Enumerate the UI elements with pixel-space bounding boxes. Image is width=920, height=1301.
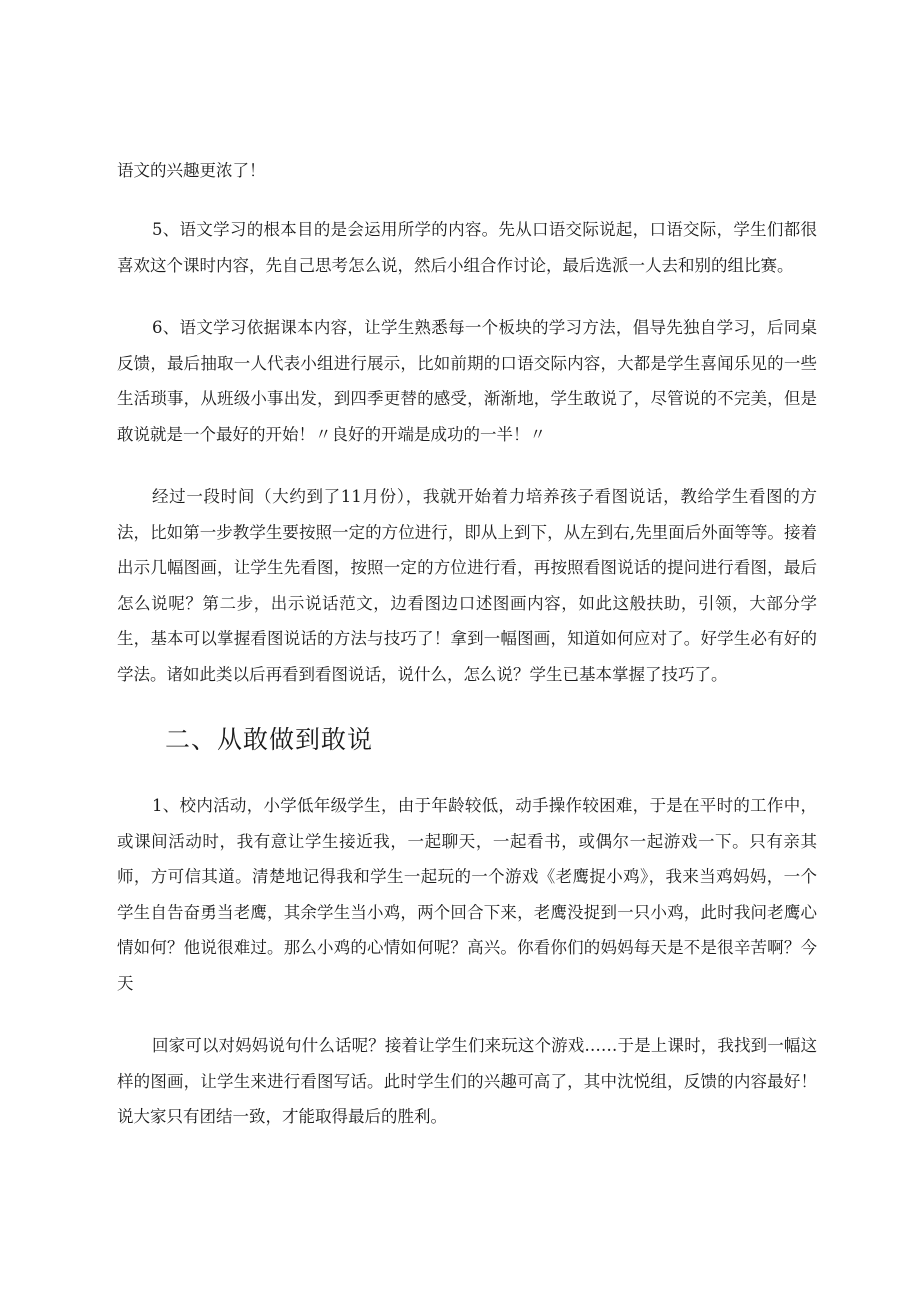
- paragraph-item-1: 1、校内活动，小学低年级学生，由于年龄较低，动手操作较困难，于是在平时的工作中，或课间活动时，我有意让学生接近我，一起聊天，一起看书，或偶尔一起游戏一下。只有亲其师，方可信其道。清楚地记得我和学生一起玩的一个游戏《老鹰捉小鸡》，我来当鸡妈妈，一个学生自告奋勇当老鹰，其余学生当小鸡，两个回合下来，老鹰没捉到一只小鸡，此时我问老鹰心情如何？他说很难过。那么小鸡的心情如何呢？高兴。你看你们的妈妈每天是不是很辛苦啊？今天: [117, 796, 817, 993]
- paragraph-continuation: 语文的兴趣更浓了！: [117, 161, 266, 180]
- paragraph-item-5: 5、语文学习的根本目的是会运用所学的内容。先从口语交际说起，口语交际，学生们都很喜欢这个课时内容，先自己思考怎么说，然后小组合作讨论，最后选派一人去和别的组比赛。: [117, 220, 817, 275]
- section-heading: 二、从敢做到敢说: [165, 725, 374, 754]
- paragraph-picture-talk: 经过一段时间（大约到了11月份），我就开始着力培养孩子看图说话，教给学生看图的方法，比如第一步教学生要按照一定的方位进行，即从上到下，从左到右,先里面后外面等等。接着出示几幅图画，让学生先看图，按照一定的方位进行看，再按照看图说话的提问进行看图，最后怎么说呢？第二步，出示说话范文，边看图边口述图画内容，如此这般扶助，引领，大部分学生，基本可以掌握看图说话的方法与技巧了！拿到一幅图画，知道如何应对了。好学生必有好的学法。诸如此类以后再看到看图说话，说什么，怎么说？学生已基本掌握了技巧了。: [117, 487, 817, 684]
- paragraph-item-6: 6、语文学习依据课本内容，让学生熟悉每一个板块的学习方法，倡导先独自学习，后同桌反馈，最后抽取一人代表小组进行展示，比如前期的口语交际内容，大都是学生喜闻乐见的一些生活琐事，从班级小事出发，到四季更替的感受，渐渐地，学生敢说了，尽管说的不完美，但是敢说就是一个最好的开始！〃良好的开端是成功的一半！〃: [117, 318, 817, 444]
- paragraph-continuation-2: 回家可以对妈妈说句什么话呢？接着让学生们来玩这个游戏……于是上课时，我找到一幅这样的图画，让学生来进行看图写话。此时学生们的兴趣可高了，其中沈悦组，反馈的内容最好！说大家只有团结一致，才能取得最后的胜利。: [117, 1036, 817, 1126]
